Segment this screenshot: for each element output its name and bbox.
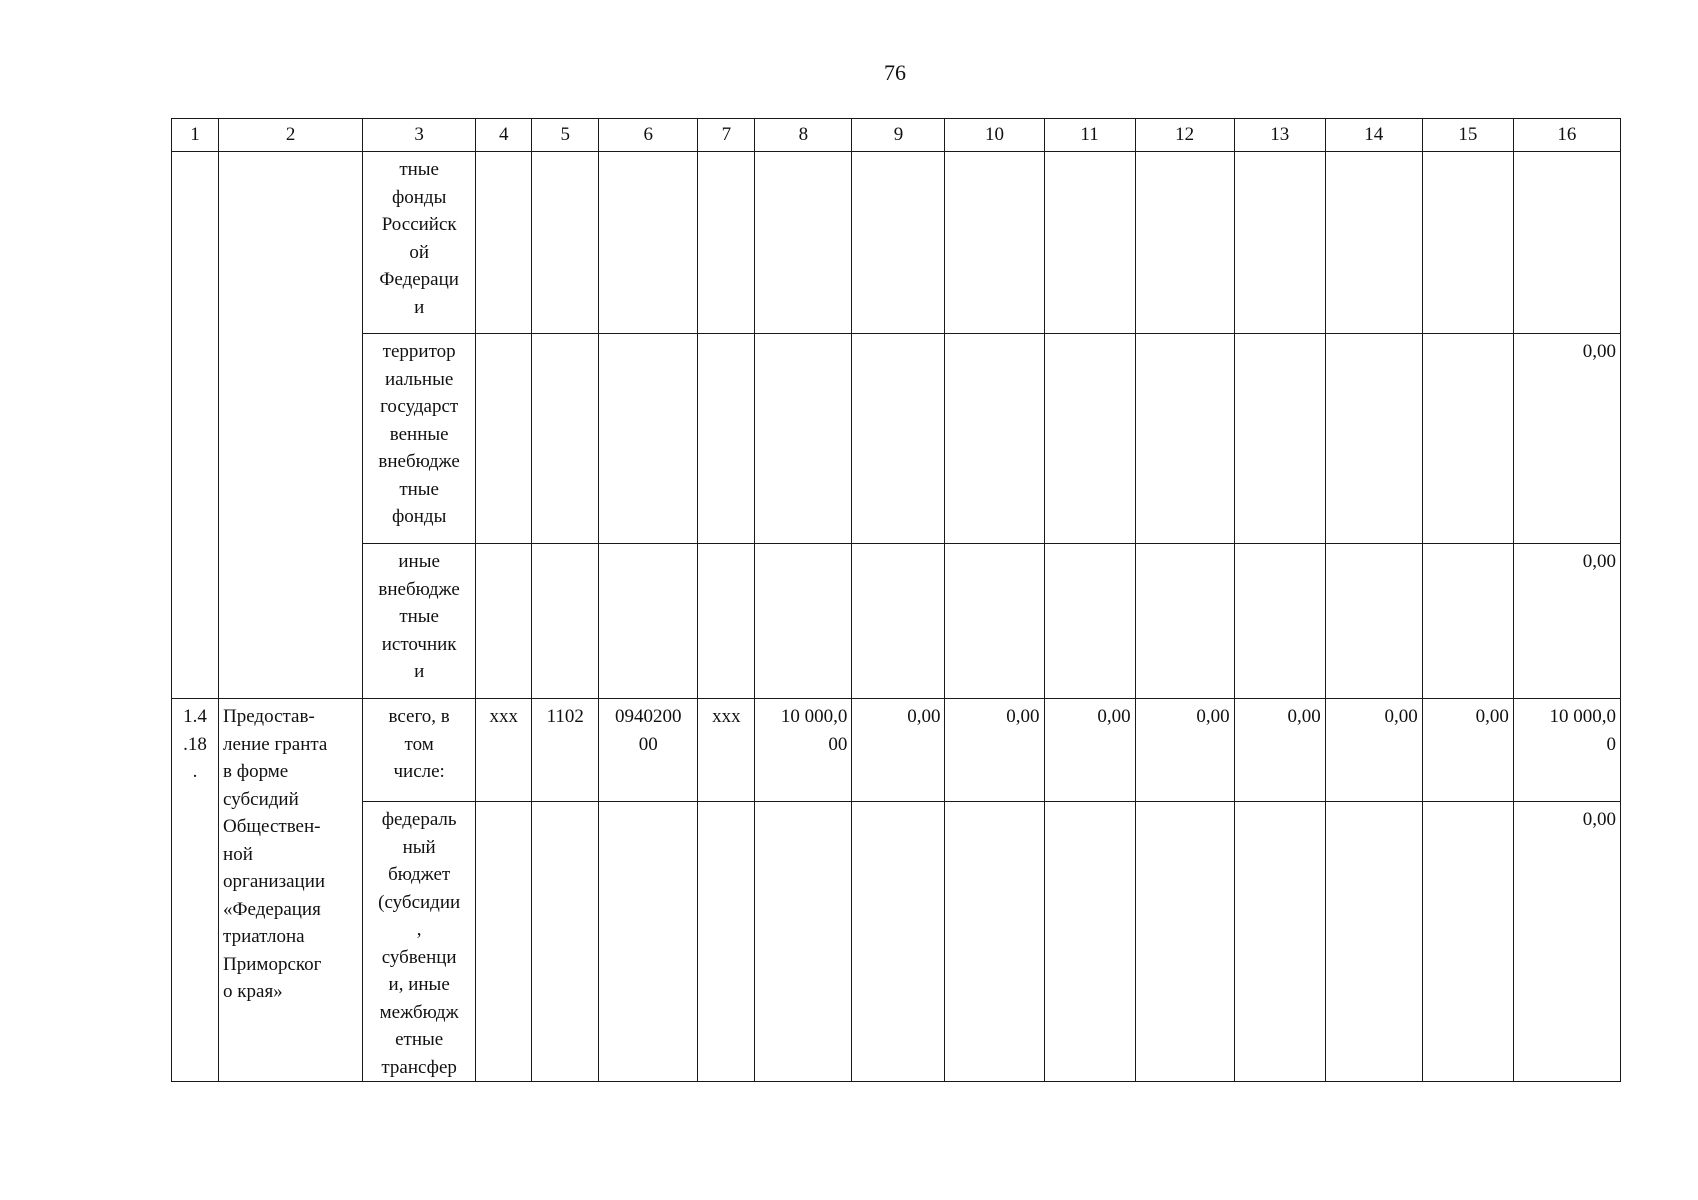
header-cell: 2 xyxy=(219,119,363,152)
page-number: 76 xyxy=(884,60,906,85)
text-line: венные xyxy=(389,423,449,445)
text-line: 10 000,0 xyxy=(1549,706,1616,727)
text-line: иальные xyxy=(385,368,454,390)
text-line: субсидий xyxy=(223,788,299,810)
item-name-cell xyxy=(219,152,363,699)
cell: 0,00 xyxy=(945,699,1044,802)
text-line: в форме xyxy=(223,761,289,782)
cell xyxy=(755,699,852,802)
text-line: 00 xyxy=(638,733,658,755)
text-line: фонды xyxy=(391,506,447,527)
cell: 0,00 xyxy=(1234,699,1325,802)
text-line: Федераци xyxy=(379,269,459,290)
text-line: числе: xyxy=(393,761,445,782)
cell xyxy=(1044,802,1135,1082)
text-line: Предостав- xyxy=(223,706,315,727)
cell xyxy=(1422,152,1513,334)
funding-source-cell xyxy=(363,152,476,334)
cell xyxy=(755,544,852,699)
text-line: ной xyxy=(223,843,253,865)
text-line: субвенци xyxy=(381,946,457,968)
table-row xyxy=(172,334,1621,544)
cell: 0,00 xyxy=(852,699,945,802)
cell xyxy=(532,152,599,334)
header-cell: 16 xyxy=(1513,119,1620,152)
item-name-cell xyxy=(219,699,363,1082)
cell xyxy=(945,544,1044,699)
cell xyxy=(1135,802,1234,1082)
cell xyxy=(476,152,532,334)
cell xyxy=(532,334,599,544)
text-line: 10 000,0 xyxy=(780,706,848,727)
funding-source-cell xyxy=(363,544,476,699)
header-cell: 10 xyxy=(945,119,1044,152)
header-row xyxy=(172,119,1621,152)
cell: xxx xyxy=(698,699,755,802)
text-line: ление гранта xyxy=(223,733,328,755)
header-cell: 15 xyxy=(1422,119,1513,152)
cell xyxy=(1234,802,1325,1082)
cell: xxx xyxy=(476,699,532,802)
text-line: иные xyxy=(398,551,440,572)
budget-table xyxy=(171,118,1621,1082)
cell xyxy=(852,334,945,544)
cell xyxy=(599,544,698,699)
text-line: 00 xyxy=(828,733,848,755)
cell xyxy=(532,802,599,1082)
header-cell: 7 xyxy=(698,119,755,152)
text-line: Российск xyxy=(381,214,457,235)
cell xyxy=(698,802,755,1082)
cell xyxy=(852,152,945,334)
text-line: ой xyxy=(409,241,429,263)
funding-source-cell xyxy=(363,334,476,544)
cell xyxy=(1135,152,1234,334)
text-line: етные xyxy=(395,1029,444,1050)
cell xyxy=(1422,802,1513,1082)
text-line: 1.4 xyxy=(183,706,207,727)
cell xyxy=(476,334,532,544)
cell xyxy=(1135,334,1234,544)
header-cell: 9 xyxy=(852,119,945,152)
cell xyxy=(1325,152,1422,334)
total-cell xyxy=(1513,152,1620,334)
text-line: фонды xyxy=(391,186,447,208)
text-line: внебюдже xyxy=(378,578,460,600)
table-row xyxy=(172,544,1621,699)
cell xyxy=(476,802,532,1082)
cell xyxy=(1325,334,1422,544)
text-line: . xyxy=(192,761,198,782)
header-cell: 5 xyxy=(532,119,599,152)
total-cell: 0,00 xyxy=(1513,334,1620,544)
header-cell: 14 xyxy=(1325,119,1422,152)
text-line: тные xyxy=(399,606,439,627)
cell xyxy=(945,334,1044,544)
text-line: организации xyxy=(223,871,326,892)
item-number-cell xyxy=(172,699,219,1082)
cell xyxy=(1044,152,1135,334)
cell xyxy=(599,802,698,1082)
cell xyxy=(945,152,1044,334)
cell xyxy=(1044,334,1135,544)
cell xyxy=(852,802,945,1082)
text-line: .18 xyxy=(183,733,207,755)
text-line: межбюдж xyxy=(379,1001,459,1023)
text-line: и, иные xyxy=(388,974,450,995)
item-number-cell xyxy=(172,152,219,699)
text-line: источник xyxy=(381,633,457,655)
cell: 0,00 xyxy=(1325,699,1422,802)
text-line: «Федерация xyxy=(223,898,321,920)
header-cell: 8 xyxy=(755,119,852,152)
cell: 0,00 xyxy=(1135,699,1234,802)
text-line: ный xyxy=(402,836,436,858)
cell xyxy=(698,544,755,699)
text-line: трансфер xyxy=(381,1056,457,1078)
cell xyxy=(852,544,945,699)
header-cell: 11 xyxy=(1044,119,1135,152)
text-line: всего, в xyxy=(388,706,450,727)
text-line: бюджет xyxy=(388,864,451,885)
text-line: 0940200 xyxy=(615,706,682,727)
table-row xyxy=(172,802,1621,1082)
text-line: государст xyxy=(380,396,459,417)
funding-source-cell xyxy=(363,699,476,802)
text-line: 0 xyxy=(1606,733,1616,755)
cell xyxy=(532,544,599,699)
cell xyxy=(698,152,755,334)
cell xyxy=(1044,544,1135,699)
table-row xyxy=(172,699,1621,802)
total-cell: 0,00 xyxy=(1513,802,1620,1082)
text-line: , xyxy=(416,919,422,940)
cell: 0,00 xyxy=(1422,699,1513,802)
cell xyxy=(755,152,852,334)
text-line: триатлона xyxy=(223,926,305,947)
text-line: тные xyxy=(399,478,439,500)
table-row xyxy=(172,152,1621,334)
text-line: Приморског xyxy=(223,953,322,975)
cell xyxy=(755,334,852,544)
cell xyxy=(945,802,1044,1082)
cell xyxy=(1325,802,1422,1082)
cell xyxy=(1325,544,1422,699)
cell xyxy=(599,699,698,802)
cell xyxy=(1422,334,1513,544)
text-line: федераль xyxy=(381,809,457,830)
cell xyxy=(1135,544,1234,699)
header-cell: 12 xyxy=(1135,119,1234,152)
header-cell: 4 xyxy=(476,119,532,152)
cell xyxy=(1234,152,1325,334)
total-cell xyxy=(1513,699,1620,802)
cell xyxy=(476,544,532,699)
text-line: внебюдже xyxy=(378,451,460,472)
cell xyxy=(599,152,698,334)
text-line: (субсидии xyxy=(378,891,461,913)
total-cell: 0,00 xyxy=(1513,544,1620,699)
cell: 1102 xyxy=(532,699,599,802)
header-cell: 3 xyxy=(363,119,476,152)
header-cell: 6 xyxy=(599,119,698,152)
text-line: Обществен- xyxy=(223,816,321,837)
cell xyxy=(599,334,698,544)
cell xyxy=(698,334,755,544)
header-cell: 1 xyxy=(172,119,219,152)
cell xyxy=(1234,334,1325,544)
cell xyxy=(1234,544,1325,699)
text-line: и xyxy=(414,661,425,682)
header-cell: 13 xyxy=(1234,119,1325,152)
funding-source-cell xyxy=(363,802,476,1082)
cell xyxy=(1422,544,1513,699)
cell: 0,00 xyxy=(1044,699,1135,802)
text-line: том xyxy=(404,733,434,755)
text-line: тные xyxy=(399,159,439,180)
text-line: и xyxy=(414,296,425,318)
cell xyxy=(755,802,852,1082)
text-line: о края» xyxy=(223,981,283,1002)
text-line: территор xyxy=(382,341,456,362)
